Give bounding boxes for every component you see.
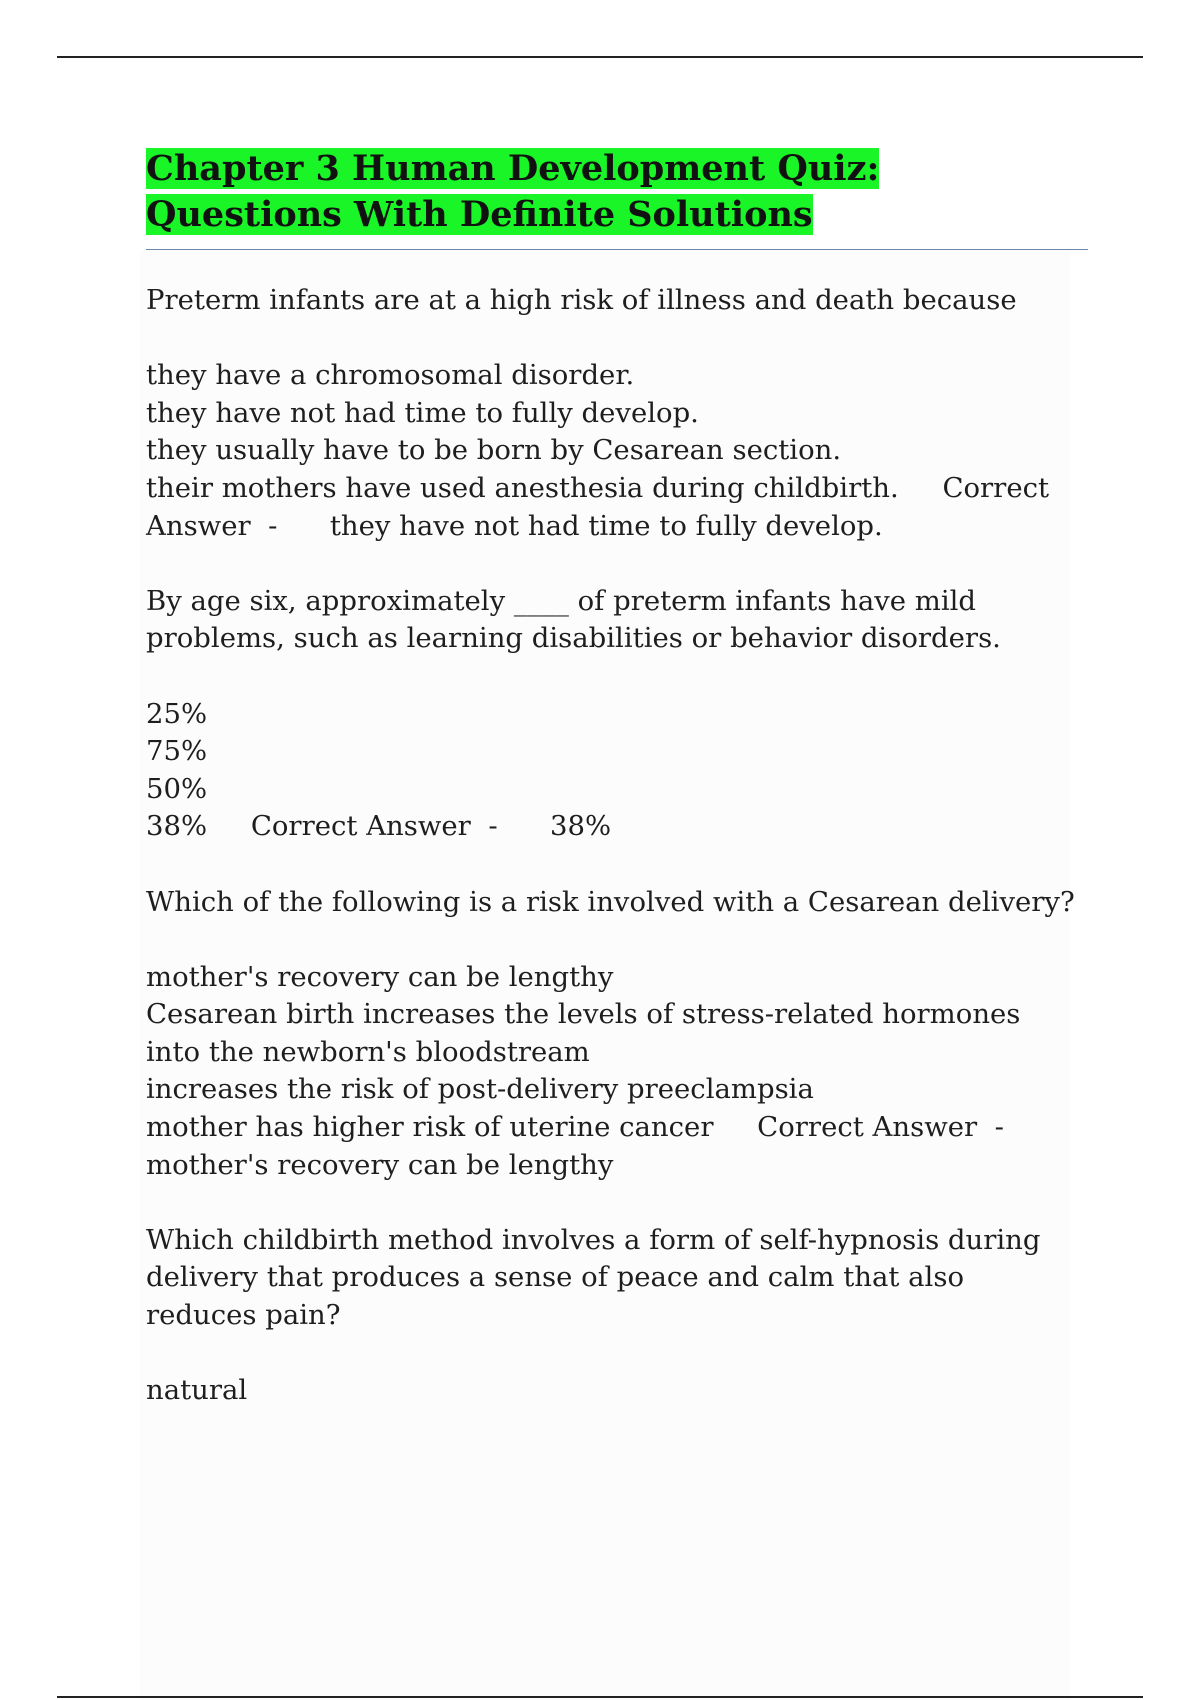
question-prompt: Which of the following is a risk involved with a Cesarean delivery? xyxy=(146,885,1075,918)
answer-option: they have not had time to fully develop. xyxy=(146,396,699,429)
question-prompt: Preterm infants are at a high risk of illness and death because xyxy=(146,284,1017,316)
answer-option: 50% xyxy=(146,772,208,805)
answer-option-with-correct-answer: mother has higher risk of uterine cancer Correct Answer - mother's recovery can be lengthy xyxy=(146,1111,1057,1181)
answer-option-with-correct-answer: 38% Correct Answer - 38% xyxy=(146,810,612,843)
title-underline-rule xyxy=(146,249,1088,250)
question-prompt: By age six, approximately ____ of preterm infants have mild problems, such as learning disabilities or behavior disorders. xyxy=(146,584,1001,655)
question-1 xyxy=(146,282,1076,545)
page-bottom-rule xyxy=(57,1696,1143,1698)
answer-option: 75% xyxy=(146,735,208,768)
question-3 xyxy=(146,884,1076,1185)
answer-option: natural xyxy=(146,1374,248,1407)
document-title xyxy=(146,146,1086,238)
answer-option: increases the risk of post-delivery preeclampsia xyxy=(146,1073,814,1106)
answer-option: Cesarean birth increases the levels of stress-related hormones into the newborn's bloodstream xyxy=(146,998,1021,1068)
answer-option: mother's recovery can be lengthy xyxy=(146,960,614,993)
title-highlight: Chapter 3 Human Development Quiz: Questions With Definite Solutions xyxy=(146,148,880,235)
answer-option: they have a chromosomal disorder. xyxy=(146,359,635,392)
question-4 xyxy=(146,1222,1076,1410)
answer-option: they usually have to be born by Cesarean section. xyxy=(146,434,842,467)
page-top-rule xyxy=(57,56,1143,58)
answer-option: 25% xyxy=(146,697,208,730)
question-2 xyxy=(146,583,1076,846)
answer-option-with-correct-answer: their mothers have used anesthesia during childbirth. Correct Answer - they have not had time to fully develop. xyxy=(146,471,1058,542)
quiz-body xyxy=(146,282,1076,1447)
question-prompt: Which childbirth method involves a form of self-hypnosis during delivery that produces a sense of peace and calm that also reduces pain? xyxy=(146,1223,1041,1332)
